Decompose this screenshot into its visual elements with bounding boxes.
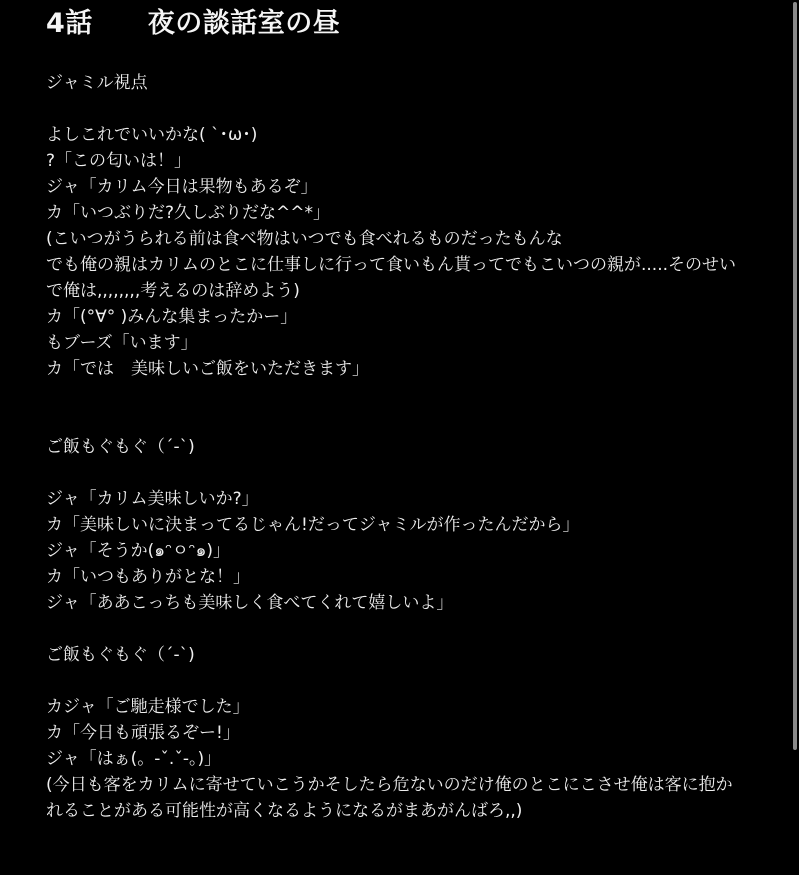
text-line: カ「いつぶりだ?久しぶりだな^^*」 — [46, 203, 331, 223]
text-line: (こいつがうられる前は食べ物はいつでも食べれるものだったもんな — [46, 229, 563, 249]
text-line: よしこれでいいかな( ˋ･ω･) — [46, 125, 258, 145]
text-line: ジャミル視点 — [46, 73, 148, 93]
text-line: カ「いつもありがとな！」 — [46, 567, 250, 587]
text-line: で俺は,,,,,,,,考えるのは辞めよう) — [46, 281, 300, 301]
text-line: もブーズ「います」 — [46, 333, 198, 353]
story-text — [46, 70, 746, 824]
scrollbar-thumb[interactable] — [793, 2, 797, 750]
text-line — [46, 382, 746, 408]
text-line: カジャ「ご馳走様でした」 — [46, 697, 250, 717]
text-line: ご飯もぐもぐ（´-`) — [46, 437, 195, 457]
text-line: ジャ「カリム美味しいか?」 — [46, 489, 259, 509]
text-line — [46, 668, 746, 694]
text-line — [46, 408, 746, 434]
text-line: ご飯もぐもぐ（´-`) — [46, 645, 195, 665]
chapter-title: 4話 夜の談話室の昼 — [46, 8, 341, 39]
text-line: カ「美味しいに決まってるじゃん!だってジャミルが作ったんだから」 — [46, 515, 580, 535]
text-line: ?「この匂いは！」 — [46, 151, 192, 171]
text-line: でも俺の親はカリムのとこに仕事しに行って食いもん貰ってでもこいつの親が.....そのせい — [46, 255, 737, 275]
text-line: カ「(°∀° )みんな集まったかー」 — [46, 307, 298, 327]
text-line: (今日も客をカリムに寄せていこうかそしたら危ないのだけ俺のとこにこさせ俺は客に抱か — [46, 775, 733, 795]
text-line: ジャ「カリム今日は果物もあるぞ」 — [46, 177, 318, 197]
text-line: れることがある可能性が高くなるようになるがまあがんばろ,,) — [46, 801, 523, 821]
text-line: ジャ「はぁ(。-ˇ.ˇ-。)」 — [46, 749, 222, 769]
text-line: ジャ「ああこっちも美味しく食べてくれて嬉しいよ」 — [46, 593, 454, 613]
text-line — [46, 616, 746, 642]
text-line: ジャ「そうか(๑ᵔㅇᵔ๑)」 — [46, 541, 230, 561]
text-line — [46, 460, 746, 486]
text-line — [46, 96, 746, 122]
text-line: カ「では 美味しいご飯をいただきます」 — [46, 359, 369, 379]
text-line: カ「今日も頑張るぞー!」 — [46, 723, 240, 743]
